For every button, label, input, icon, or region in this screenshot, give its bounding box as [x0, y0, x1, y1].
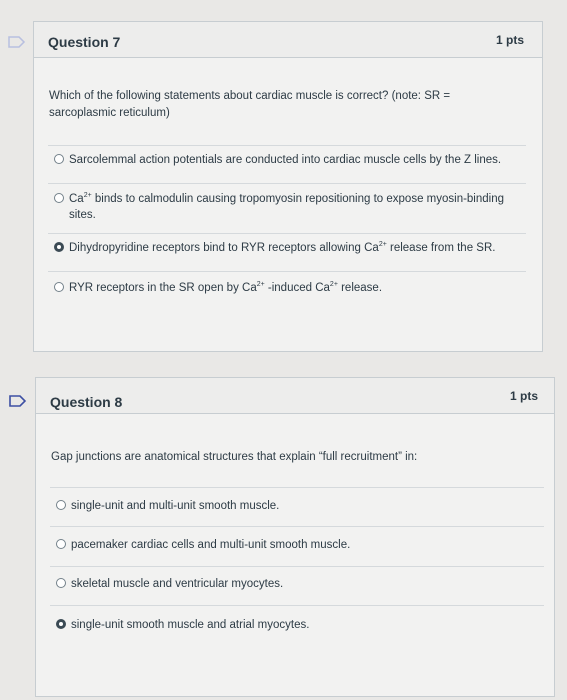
q7-answer-3-post: release from the SR. [386, 242, 496, 254]
question-7-flag-icon[interactable] [8, 36, 26, 48]
q7-answer-4-sup: 2+ [256, 281, 265, 289]
divider [50, 605, 544, 606]
q7-answer-4-mid: -induced Ca [264, 282, 330, 294]
q8-answer-4[interactable] [56, 617, 536, 633]
question-8-card [35, 377, 555, 697]
q7-answer-1[interactable] [54, 152, 534, 168]
q8-answer-1-text: single-unit and multi-unit smooth muscle. [71, 500, 280, 512]
q7-answer-2[interactable] [54, 191, 524, 223]
radio-button[interactable] [54, 282, 64, 292]
q7-answer-2-pre: Ca [69, 193, 84, 205]
q8-answer-3-text: skeletal muscle and ventricular myocytes. [71, 578, 284, 590]
question-8-points: 1 pts [509, 389, 538, 403]
q7-answer-4-sup2: 2+ [329, 281, 338, 289]
question-7-card [33, 21, 543, 352]
question-8-title: Question 8 [50, 394, 123, 410]
q7-answer-2-post: binds to calmodulin causing tropomyosin repositioning to expose myosin-binding sites. [69, 193, 505, 221]
radio-button-selected[interactable] [56, 619, 66, 629]
q7-answer-1-text: Sarcolemmal action potentials are conducted into cardiac muscle cells by the Z lines. [69, 154, 502, 166]
question-7-header [34, 22, 542, 58]
q8-answer-1[interactable] [56, 498, 536, 514]
q7-answer-4-pre: RYR receptors in the SR open by Ca [69, 282, 257, 294]
q8-answer-2-text: pacemaker cardiac cells and multi-unit smooth muscle. [71, 539, 351, 551]
question-8-header [36, 378, 554, 414]
q7-answer-4-text [69, 280, 382, 296]
q7-answer-3-pre: Dihydropyridine receptors bind to RYR receptors allowing Ca [69, 242, 379, 254]
divider [50, 566, 544, 567]
q7-answer-2-text [69, 191, 524, 223]
divider [50, 526, 544, 527]
q8-answer-2[interactable] [56, 537, 536, 553]
question-8-flag-icon[interactable] [9, 395, 27, 407]
radio-button[interactable] [56, 578, 66, 588]
question-8-prompt: Gap junctions are anatomical structures that explain “full recruitment” in: [51, 451, 418, 463]
question-7-points: 1 pts [495, 33, 524, 47]
q8-answer-3[interactable] [56, 576, 536, 592]
divider [48, 271, 526, 272]
radio-button[interactable] [56, 539, 66, 549]
q7-answer-3-text [69, 240, 495, 256]
divider [50, 487, 544, 488]
radio-button-selected[interactable] [54, 242, 64, 252]
radio-button[interactable] [56, 500, 66, 510]
q7-answer-3-sup: 2+ [378, 241, 387, 249]
divider [48, 183, 526, 184]
q7-answer-2-sup: 2+ [83, 192, 92, 200]
divider [48, 233, 526, 234]
q8-answer-4-text: single-unit smooth muscle and atrial myocytes. [71, 619, 310, 631]
divider [48, 145, 526, 146]
radio-button[interactable] [54, 193, 64, 203]
radio-button[interactable] [54, 154, 64, 164]
q7-answer-3[interactable] [54, 240, 534, 256]
question-7-title: Question 7 [48, 34, 121, 50]
question-7-prompt: Which of the following statements about cardiac muscle is correct? (note: SR = sarcoplasmic reticulum) [49, 90, 451, 119]
q7-answer-4[interactable] [54, 280, 534, 296]
q7-answer-4-post: release. [337, 282, 383, 294]
